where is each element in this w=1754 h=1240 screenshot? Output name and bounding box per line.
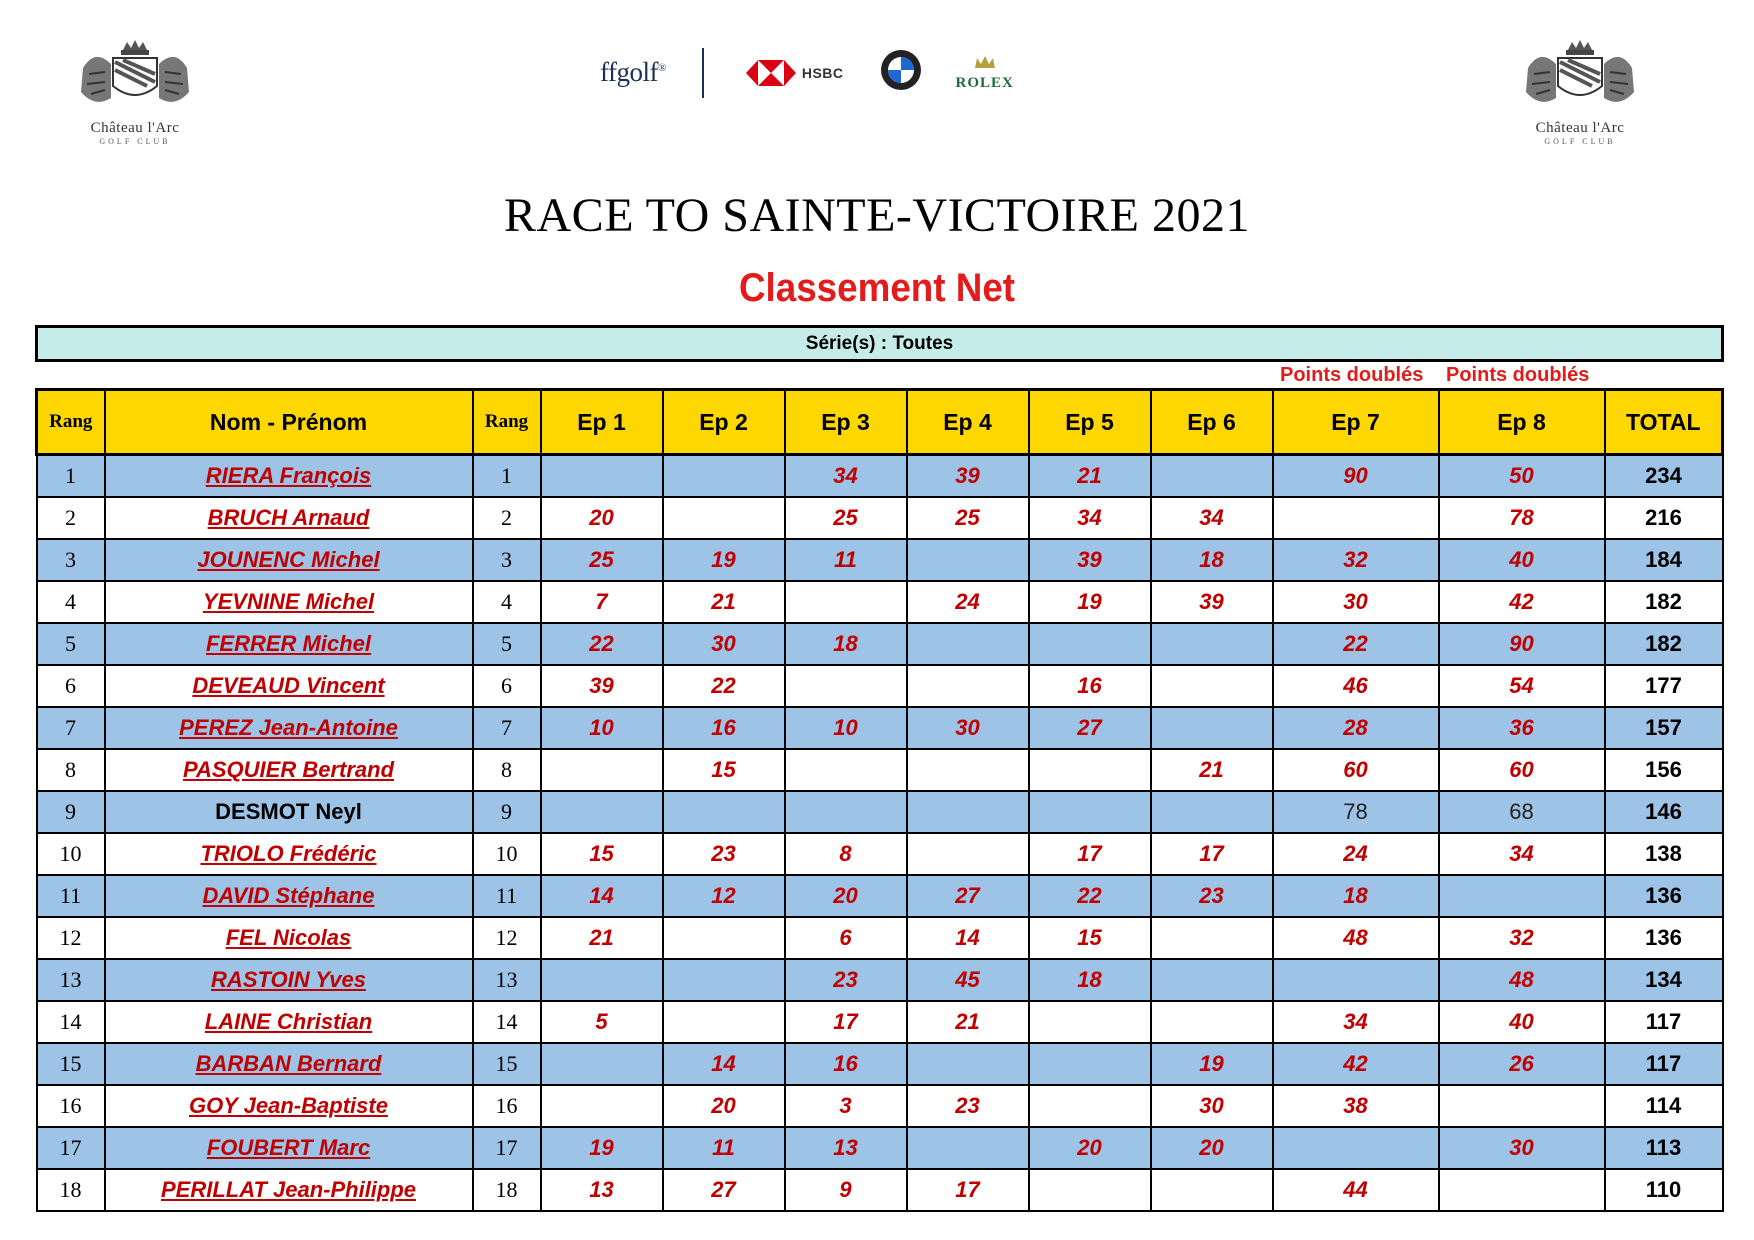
rank-secondary-cell: 7 xyxy=(473,707,541,749)
rank-cell: 15 xyxy=(37,1043,105,1085)
ep8-points-cell: 34 xyxy=(1439,833,1605,875)
rank-secondary-cell: 17 xyxy=(473,1127,541,1169)
ep1-points-cell xyxy=(541,1085,663,1127)
ep3-points-cell: 10 xyxy=(785,707,907,749)
ep2-points-cell: 14 xyxy=(663,1043,785,1085)
ep1-points-cell: 10 xyxy=(541,707,663,749)
player-name-cell xyxy=(105,707,473,749)
player-name-cell xyxy=(105,1001,473,1043)
rank-secondary-cell: 2 xyxy=(473,497,541,539)
total-cell: 182 xyxy=(1605,623,1723,665)
ep5-points-cell: 27 xyxy=(1029,707,1151,749)
table-row xyxy=(37,581,1723,623)
rank-cell: 12 xyxy=(37,917,105,959)
total-cell: 157 xyxy=(1605,707,1723,749)
ep3-points-cell: 25 xyxy=(785,497,907,539)
ep2-points-cell: 12 xyxy=(663,875,785,917)
ep8-points-cell: 36 xyxy=(1439,707,1605,749)
total-cell: 146 xyxy=(1605,791,1723,833)
table-row xyxy=(37,707,1723,749)
ffgolf-logo: ffgolf® xyxy=(600,57,666,87)
ep5-points-cell: 21 xyxy=(1029,455,1151,498)
ep7-points-cell: 34 xyxy=(1273,1001,1439,1043)
player-name-cell xyxy=(105,455,473,498)
header-ep6: Ep 6 xyxy=(1151,390,1273,455)
ep7-points-cell: 24 xyxy=(1273,833,1439,875)
ep7-points-cell: 48 xyxy=(1273,917,1439,959)
player-name-link[interactable]: DEVEAUD Vincent xyxy=(192,673,385,698)
player-name-link[interactable]: LAINE Christian xyxy=(204,1009,373,1034)
player-name-link[interactable]: RIERA François xyxy=(205,463,372,488)
ep3-points-cell: 17 xyxy=(785,1001,907,1043)
ep3-points-cell xyxy=(785,581,907,623)
rank-cell: 18 xyxy=(37,1169,105,1211)
ep5-points-cell xyxy=(1029,791,1151,833)
table-row xyxy=(37,875,1723,917)
player-name-link[interactable]: TRIOLO Frédéric xyxy=(200,841,377,866)
rank-secondary-cell: 3 xyxy=(473,539,541,581)
ep1-points-cell: 39 xyxy=(541,665,663,707)
ep4-points-cell: 45 xyxy=(907,959,1029,1001)
ep2-points-cell xyxy=(663,791,785,833)
player-name-cell xyxy=(105,833,473,875)
ep1-points-cell xyxy=(541,791,663,833)
ep5-points-cell: 20 xyxy=(1029,1127,1151,1169)
hsbc-hexagon-icon xyxy=(746,58,796,88)
club-name-right: Château l'Arc xyxy=(1535,120,1625,136)
ep8-points-cell: 54 xyxy=(1439,665,1605,707)
rank-secondary-cell: 11 xyxy=(473,875,541,917)
player-name-link[interactable]: FEL Nicolas xyxy=(225,925,352,950)
total-cell: 117 xyxy=(1605,1043,1723,1085)
total-cell: 156 xyxy=(1605,749,1723,791)
table-body xyxy=(37,455,1723,1212)
ep4-points-cell xyxy=(907,833,1029,875)
ep4-points-cell: 27 xyxy=(907,875,1029,917)
rank-secondary-cell: 18 xyxy=(473,1169,541,1211)
ep8-points-cell: 32 xyxy=(1439,917,1605,959)
ep8-points-cell: 50 xyxy=(1439,455,1605,498)
rank-cell: 16 xyxy=(37,1085,105,1127)
header-total: TOTAL xyxy=(1605,390,1723,455)
total-cell: 216 xyxy=(1605,497,1723,539)
ep8-points-cell xyxy=(1439,1169,1605,1211)
player-name-link[interactable]: PERILLAT Jean-Philippe xyxy=(160,1177,417,1202)
rank-secondary-cell: 10 xyxy=(473,833,541,875)
ep2-points-cell: 21 xyxy=(663,581,785,623)
ep1-points-cell xyxy=(541,959,663,1001)
ep2-points-cell: 23 xyxy=(663,833,785,875)
player-name-link[interactable]: BARBAN Bernard xyxy=(195,1051,382,1076)
player-name-cell xyxy=(105,791,473,833)
ep2-points-cell: 16 xyxy=(663,707,785,749)
rank-secondary-cell: 14 xyxy=(473,1001,541,1043)
ep1-points-cell: 14 xyxy=(541,875,663,917)
header-ep8: Ep 8 xyxy=(1439,390,1605,455)
ep7-points-cell: 30 xyxy=(1273,581,1439,623)
ep7-points-cell: 46 xyxy=(1273,665,1439,707)
ep6-points-cell xyxy=(1151,1001,1273,1043)
ep4-points-cell: 24 xyxy=(907,581,1029,623)
player-name-cell xyxy=(105,1127,473,1169)
ep4-points-cell: 21 xyxy=(907,1001,1029,1043)
ep5-points-cell xyxy=(1029,623,1151,665)
ep7-points-cell: 32 xyxy=(1273,539,1439,581)
rank-cell: 8 xyxy=(37,749,105,791)
player-name-cell xyxy=(105,497,473,539)
rank-cell: 13 xyxy=(37,959,105,1001)
doubled-points-note-ep8: Points doublés xyxy=(1446,364,1590,386)
rank-cell: 11 xyxy=(37,875,105,917)
ep7-points-cell xyxy=(1273,1127,1439,1169)
rank-cell: 14 xyxy=(37,1001,105,1043)
total-cell: 136 xyxy=(1605,875,1723,917)
total-cell: 110 xyxy=(1605,1169,1723,1211)
player-name-link[interactable]: FERRER Michel xyxy=(205,631,372,656)
table-header-row xyxy=(37,390,1723,455)
total-cell: 117 xyxy=(1605,1001,1723,1043)
ep2-points-cell: 22 xyxy=(663,665,785,707)
ep6-points-cell: 30 xyxy=(1151,1085,1273,1127)
ep8-points-cell: 40 xyxy=(1439,1001,1605,1043)
ep3-points-cell: 9 xyxy=(785,1169,907,1211)
rolex-logo: ROLEX xyxy=(956,54,1014,92)
ep7-points-cell: 42 xyxy=(1273,1043,1439,1085)
ep1-points-cell: 20 xyxy=(541,497,663,539)
ep3-points-cell: 34 xyxy=(785,455,907,498)
ep4-points-cell: 23 xyxy=(907,1085,1029,1127)
sponsor-logos xyxy=(600,45,1014,100)
ep2-points-cell: 19 xyxy=(663,539,785,581)
total-cell: 234 xyxy=(1605,455,1723,498)
ep8-points-cell: 30 xyxy=(1439,1127,1605,1169)
player-name-link[interactable]: RASTOIN Yves xyxy=(211,967,366,992)
ep6-points-cell: 39 xyxy=(1151,581,1273,623)
player-name-link[interactable]: PASQUIER Bertrand xyxy=(182,757,395,782)
ep6-points-cell: 23 xyxy=(1151,875,1273,917)
club-sub-right: GOLF CLUB xyxy=(1544,137,1616,146)
ep4-points-cell xyxy=(907,749,1029,791)
ep8-points-cell: 90 xyxy=(1439,623,1605,665)
rank-cell: 2 xyxy=(37,497,105,539)
header-ep4: Ep 4 xyxy=(907,390,1029,455)
rank-secondary-cell: 1 xyxy=(473,455,541,498)
ranking-table xyxy=(35,388,1724,1212)
ep3-points-cell: 18 xyxy=(785,623,907,665)
ep6-points-cell xyxy=(1151,959,1273,1001)
series-filter-bar: Série(s) : Toutes xyxy=(35,325,1724,362)
ep4-points-cell: 39 xyxy=(907,455,1029,498)
table-row xyxy=(37,1169,1723,1211)
player-name-link[interactable]: FOUBERT Marc xyxy=(206,1135,371,1160)
ep5-points-cell xyxy=(1029,749,1151,791)
total-cell: 114 xyxy=(1605,1085,1723,1127)
ep7-points-cell: 44 xyxy=(1273,1169,1439,1211)
ep7-points-cell: 78 xyxy=(1273,791,1439,833)
header-rang: Rang xyxy=(37,390,105,455)
ep5-points-cell: 34 xyxy=(1029,497,1151,539)
player-name-cell xyxy=(105,959,473,1001)
ep2-points-cell: 30 xyxy=(663,623,785,665)
ep3-points-cell: 13 xyxy=(785,1127,907,1169)
total-cell: 184 xyxy=(1605,539,1723,581)
ep8-points-cell xyxy=(1439,1085,1605,1127)
header-ep1: Ep 1 xyxy=(541,390,663,455)
ep6-points-cell: 19 xyxy=(1151,1043,1273,1085)
header-ep5: Ep 5 xyxy=(1029,390,1151,455)
player-name-link[interactable]: YEVNINE Michel xyxy=(202,589,375,614)
player-name-cell xyxy=(105,623,473,665)
ep5-points-cell xyxy=(1029,1001,1151,1043)
ep7-points-cell xyxy=(1273,497,1439,539)
total-cell: 138 xyxy=(1605,833,1723,875)
table-row xyxy=(37,791,1723,833)
ep1-points-cell: 7 xyxy=(541,581,663,623)
ep8-points-cell: 48 xyxy=(1439,959,1605,1001)
ep1-points-cell: 19 xyxy=(541,1127,663,1169)
ep2-points-cell: 11 xyxy=(663,1127,785,1169)
rank-cell: 7 xyxy=(37,707,105,749)
ep2-points-cell xyxy=(663,959,785,1001)
ep5-points-cell: 15 xyxy=(1029,917,1151,959)
ep6-points-cell xyxy=(1151,455,1273,498)
ep2-points-cell xyxy=(663,497,785,539)
rank-cell: 4 xyxy=(37,581,105,623)
ep5-points-cell: 22 xyxy=(1029,875,1151,917)
club-logo-right xyxy=(1505,38,1655,146)
rank-secondary-cell: 4 xyxy=(473,581,541,623)
ep7-points-cell: 22 xyxy=(1273,623,1439,665)
ep2-points-cell: 20 xyxy=(663,1085,785,1127)
ep4-points-cell xyxy=(907,791,1029,833)
hsbc-logo: HSBC xyxy=(746,58,844,88)
doubled-points-note-ep7: Points doublés xyxy=(1280,364,1424,386)
club-logo-left xyxy=(60,38,210,146)
ep7-points-cell xyxy=(1273,959,1439,1001)
ep6-points-cell: 18 xyxy=(1151,539,1273,581)
ep5-points-cell: 19 xyxy=(1029,581,1151,623)
ep1-points-cell: 15 xyxy=(541,833,663,875)
total-cell: 134 xyxy=(1605,959,1723,1001)
player-name-cell xyxy=(105,1169,473,1211)
table-row xyxy=(37,833,1723,875)
table-row xyxy=(37,497,1723,539)
rank-cell: 5 xyxy=(37,623,105,665)
ep1-points-cell: 21 xyxy=(541,917,663,959)
rank-cell: 10 xyxy=(37,833,105,875)
ep2-points-cell xyxy=(663,917,785,959)
ep5-points-cell xyxy=(1029,1043,1151,1085)
ep6-points-cell: 17 xyxy=(1151,833,1273,875)
page-subtitle: Classement Net xyxy=(738,266,1016,310)
bmw-roundel-icon xyxy=(880,49,922,91)
ep2-points-cell xyxy=(663,455,785,498)
ep3-points-cell: 11 xyxy=(785,539,907,581)
ep5-points-cell: 16 xyxy=(1029,665,1151,707)
rank-cell: 1 xyxy=(37,455,105,498)
ep4-points-cell: 30 xyxy=(907,707,1029,749)
ep5-points-cell xyxy=(1029,1085,1151,1127)
rank-cell: 17 xyxy=(37,1127,105,1169)
ep6-points-cell: 34 xyxy=(1151,497,1273,539)
table-row xyxy=(37,959,1723,1001)
rank-secondary-cell: 6 xyxy=(473,665,541,707)
ep4-points-cell xyxy=(907,623,1029,665)
rank-cell: 6 xyxy=(37,665,105,707)
total-cell: 177 xyxy=(1605,665,1723,707)
player-name-cell xyxy=(105,581,473,623)
ep8-points-cell: 60 xyxy=(1439,749,1605,791)
header-name: Nom - Prénom xyxy=(105,390,473,455)
ep6-points-cell xyxy=(1151,665,1273,707)
ep3-points-cell: 16 xyxy=(785,1043,907,1085)
ep6-points-cell: 20 xyxy=(1151,1127,1273,1169)
ep2-points-cell xyxy=(663,1001,785,1043)
crest-icon xyxy=(75,38,195,118)
ep3-points-cell: 3 xyxy=(785,1085,907,1127)
player-name-cell xyxy=(105,749,473,791)
player-name-link[interactable]: JOUNENC Michel xyxy=(197,547,380,572)
ep8-points-cell: 68 xyxy=(1439,791,1605,833)
sponsor-divider xyxy=(702,48,704,98)
ep3-points-cell: 6 xyxy=(785,917,907,959)
ep4-points-cell: 17 xyxy=(907,1169,1029,1211)
ep6-points-cell xyxy=(1151,917,1273,959)
rank-secondary-cell: 9 xyxy=(473,791,541,833)
ep1-points-cell: 13 xyxy=(541,1169,663,1211)
ep1-points-cell xyxy=(541,749,663,791)
ep4-points-cell xyxy=(907,539,1029,581)
ep1-points-cell: 22 xyxy=(541,623,663,665)
crest-icon xyxy=(1520,38,1640,118)
ep7-points-cell: 60 xyxy=(1273,749,1439,791)
ep3-points-cell xyxy=(785,749,907,791)
player-name-cell xyxy=(105,539,473,581)
ep8-points-cell: 26 xyxy=(1439,1043,1605,1085)
rank-secondary-cell: 5 xyxy=(473,623,541,665)
ep3-points-cell xyxy=(785,665,907,707)
ep4-points-cell: 14 xyxy=(907,917,1029,959)
rank-secondary-cell: 12 xyxy=(473,917,541,959)
ep1-points-cell: 25 xyxy=(541,539,663,581)
total-cell: 136 xyxy=(1605,917,1723,959)
header-ep2: Ep 2 xyxy=(663,390,785,455)
player-name-link[interactable]: PEREZ Jean-Antoine xyxy=(179,715,398,740)
ep6-points-cell xyxy=(1151,623,1273,665)
total-cell: 113 xyxy=(1605,1127,1723,1169)
page-title: RACE TO SAINTE-VICTOIRE 2021 xyxy=(504,189,1250,242)
rank-secondary-cell: 13 xyxy=(473,959,541,1001)
rank-cell: 9 xyxy=(37,791,105,833)
total-cell: 182 xyxy=(1605,581,1723,623)
table-row xyxy=(37,917,1723,959)
player-name-cell xyxy=(105,917,473,959)
ep6-points-cell xyxy=(1151,1169,1273,1211)
ep7-points-cell: 28 xyxy=(1273,707,1439,749)
ep8-points-cell: 40 xyxy=(1439,539,1605,581)
ep1-points-cell: 5 xyxy=(541,1001,663,1043)
player-name-link[interactable]: BRUCH Arnaud xyxy=(207,505,370,530)
rank-cell: 3 xyxy=(37,539,105,581)
ep6-points-cell: 21 xyxy=(1151,749,1273,791)
ep4-points-cell xyxy=(907,1127,1029,1169)
ep4-points-cell xyxy=(907,1043,1029,1085)
ep2-points-cell: 15 xyxy=(663,749,785,791)
rank-secondary-cell: 16 xyxy=(473,1085,541,1127)
ep7-points-cell: 38 xyxy=(1273,1085,1439,1127)
ep6-points-cell xyxy=(1151,707,1273,749)
ep5-points-cell: 18 xyxy=(1029,959,1151,1001)
crown-icon xyxy=(973,54,997,70)
table-row xyxy=(37,749,1723,791)
table-row xyxy=(37,1127,1723,1169)
header-ep7: Ep 7 xyxy=(1273,390,1439,455)
player-name-cell xyxy=(105,875,473,917)
ep4-points-cell: 25 xyxy=(907,497,1029,539)
ep8-points-cell xyxy=(1439,875,1605,917)
ep1-points-cell xyxy=(541,455,663,498)
ep3-points-cell: 8 xyxy=(785,833,907,875)
club-sub-left: GOLF CLUB xyxy=(99,137,171,146)
ep5-points-cell xyxy=(1029,1169,1151,1211)
table-row xyxy=(37,1043,1723,1085)
player-name: DESMOT Neyl xyxy=(215,799,362,824)
player-name-cell xyxy=(105,665,473,707)
ep5-points-cell: 39 xyxy=(1029,539,1151,581)
ep3-points-cell: 20 xyxy=(785,875,907,917)
table-row xyxy=(37,665,1723,707)
ep5-points-cell: 17 xyxy=(1029,833,1151,875)
rank-secondary-cell: 15 xyxy=(473,1043,541,1085)
player-name-link[interactable]: GOY Jean-Baptiste xyxy=(189,1093,388,1118)
header-ep3: Ep 3 xyxy=(785,390,907,455)
ep8-points-cell: 78 xyxy=(1439,497,1605,539)
table-row xyxy=(37,455,1723,498)
ep3-points-cell xyxy=(785,791,907,833)
ep6-points-cell xyxy=(1151,791,1273,833)
player-name-link[interactable]: DAVID Stéphane xyxy=(202,883,375,908)
ep2-points-cell: 27 xyxy=(663,1169,785,1211)
table-row xyxy=(37,1001,1723,1043)
header-rang-2: Rang xyxy=(473,390,541,455)
ep8-points-cell: 42 xyxy=(1439,581,1605,623)
rank-secondary-cell: 8 xyxy=(473,749,541,791)
player-name-cell xyxy=(105,1085,473,1127)
club-name-left: Château l'Arc xyxy=(90,120,180,136)
table-row xyxy=(37,623,1723,665)
ep3-points-cell: 23 xyxy=(785,959,907,1001)
ep7-points-cell: 90 xyxy=(1273,455,1439,498)
table-row xyxy=(37,539,1723,581)
table-row xyxy=(37,1085,1723,1127)
ep7-points-cell: 18 xyxy=(1273,875,1439,917)
ep4-points-cell xyxy=(907,665,1029,707)
player-name-cell xyxy=(105,1043,473,1085)
ep1-points-cell xyxy=(541,1043,663,1085)
bmw-logo xyxy=(880,49,922,96)
